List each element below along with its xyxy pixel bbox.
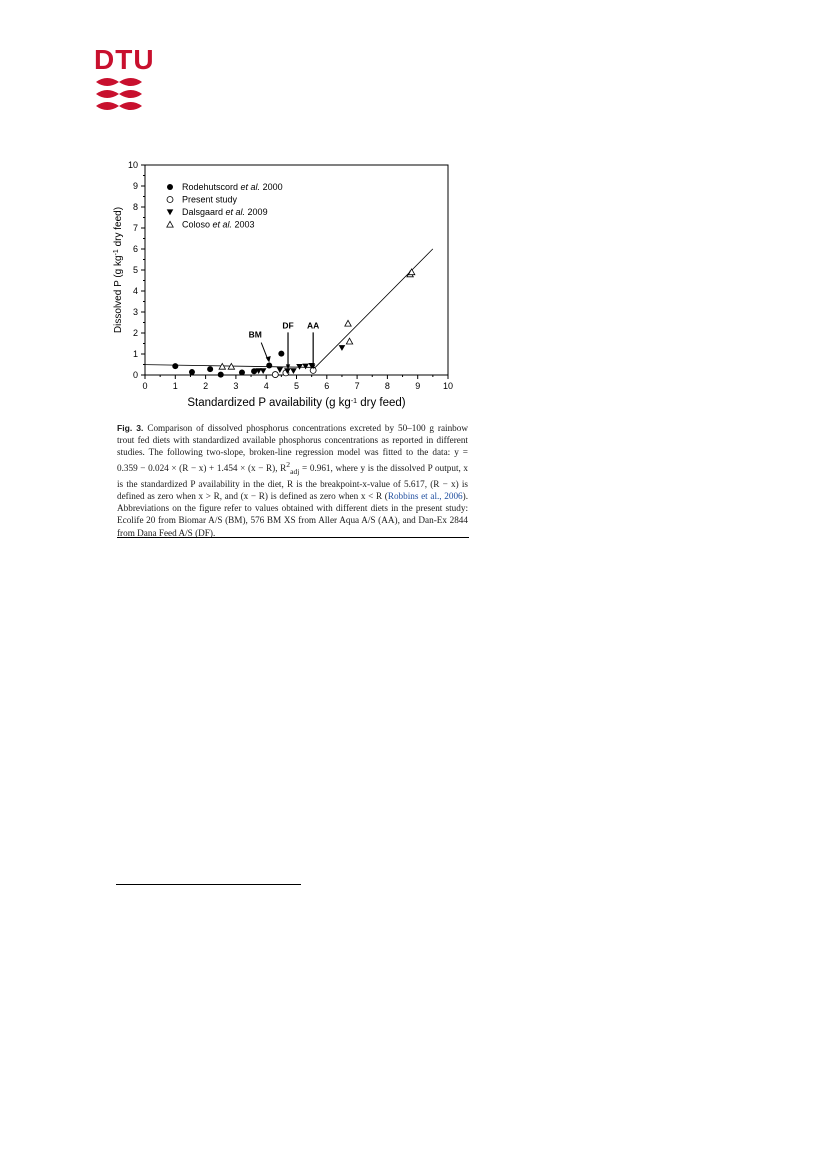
caption-divider xyxy=(117,537,469,538)
legend-label-2: Present study xyxy=(182,194,238,205)
x-tick-label: 2 xyxy=(203,381,209,391)
x-tick-label: 7 xyxy=(354,381,360,391)
caption-text-2: = 0.961, where y is the dissolved P output, x is the standardized P availability in the diet, R is the breakpoint-x-value of 5.617, (R − x) is defined as zero when x > R, and (x − R) is defined as zero when x < R ( xyxy=(117,462,469,501)
caption-text-1: Comparison of dissolved phosphorus concentrations excreted by 50–100 g rainbow trout fed diets with standardized available phosphorus concentrations as reported in different studies. The following two-slope, broken-line regression model was fitted to the data: y = 0.359 − 0.024 × (R − x) + 1.454 × (x − R), R xyxy=(117,423,469,473)
data-point-series-4 xyxy=(346,338,352,344)
y-tick-label: 10 xyxy=(127,160,138,170)
data-point-series-3 xyxy=(290,368,297,374)
x-tick-label: 6 xyxy=(324,381,330,391)
y-tick-label: 3 xyxy=(132,307,138,317)
x-tick-label: 9 xyxy=(415,381,421,391)
y-tick-label: 8 xyxy=(132,202,138,212)
annotation-label-aa: AA xyxy=(307,320,320,331)
data-point-series-3 xyxy=(302,364,309,370)
data-point-series-4 xyxy=(345,320,351,326)
figure-3 xyxy=(110,160,470,412)
data-point-series-1 xyxy=(172,363,178,369)
y-tick-label: 1 xyxy=(132,349,138,359)
annotation-label-df: DF xyxy=(282,320,294,331)
legend-marker-3 xyxy=(167,209,174,215)
data-point-series-3 xyxy=(260,368,267,374)
logo-text: DTU xyxy=(94,44,155,75)
caption-citation-link[interactable]: Robbins et al., 2006 xyxy=(387,490,463,501)
y-axis-label: Dissolved P (g $kg^{-1}$ dry feed) xyxy=(112,206,124,334)
figure-caption xyxy=(117,422,468,539)
data-point-series-1 xyxy=(266,363,272,369)
chart xyxy=(110,160,470,412)
annotation-label-bm: BM xyxy=(248,329,262,340)
x-tick-label: 5 xyxy=(293,381,300,391)
y-tick-label: 2 xyxy=(132,328,138,338)
caption-text-3: ). Abbreviations on the figure refer to values obtained with different diets in the present study: Ecolife 20 from Biomar A/S (BM), 576 BM XS from Aller Aqua A/S (AA), and Dan-Ex 2844 from Dana Feed A/S (DF). xyxy=(117,490,468,538)
dtu-waves-icon xyxy=(94,76,144,116)
y-tick-label: 6 xyxy=(132,244,138,254)
caption-r2-sub: adj xyxy=(290,466,300,476)
regression-line xyxy=(145,249,433,368)
x-tick-label: 1 xyxy=(172,381,178,391)
data-point-series-1 xyxy=(189,369,195,375)
y-tick-label: 0 xyxy=(132,370,138,380)
legend-marker-1 xyxy=(167,184,173,190)
dtu-logo xyxy=(94,44,155,118)
x-tick-label: 10 xyxy=(442,381,454,391)
legend-label-1: Rodehutscord et al. 2000 xyxy=(182,182,283,193)
y-tick-label: 5 xyxy=(132,265,138,275)
y-tick-label: 7 xyxy=(132,223,138,233)
x-tick-label: 3 xyxy=(233,381,239,391)
x-tick-label: 8 xyxy=(384,381,390,391)
legend-label-3: Dalsgaard et al. 2009 xyxy=(182,207,268,218)
footnote-divider xyxy=(116,884,301,885)
x-tick-label: 4 xyxy=(263,381,269,391)
x-tick-label: 0 xyxy=(142,381,148,391)
data-point-series-1 xyxy=(239,369,245,375)
data-point-series-1 xyxy=(218,372,224,378)
y-tick-label: 4 xyxy=(132,286,138,296)
data-point-series-3 xyxy=(339,345,346,351)
y-tick-label: 9 xyxy=(132,181,138,191)
data-point-series-2 xyxy=(272,372,278,378)
legend-marker-2 xyxy=(167,197,173,203)
caption-label: Fig. 3. xyxy=(117,423,144,433)
data-point-series-1 xyxy=(207,366,213,372)
data-point-series-1 xyxy=(278,351,284,357)
caption-r2-sup: 2 xyxy=(286,459,291,469)
x-axis-label: Standardized P availability (g $kg^{-1}$ dry feed) xyxy=(187,397,406,409)
legend-label-4: Coloso et al. 2003 xyxy=(182,219,255,230)
legend-marker-4 xyxy=(167,221,173,227)
